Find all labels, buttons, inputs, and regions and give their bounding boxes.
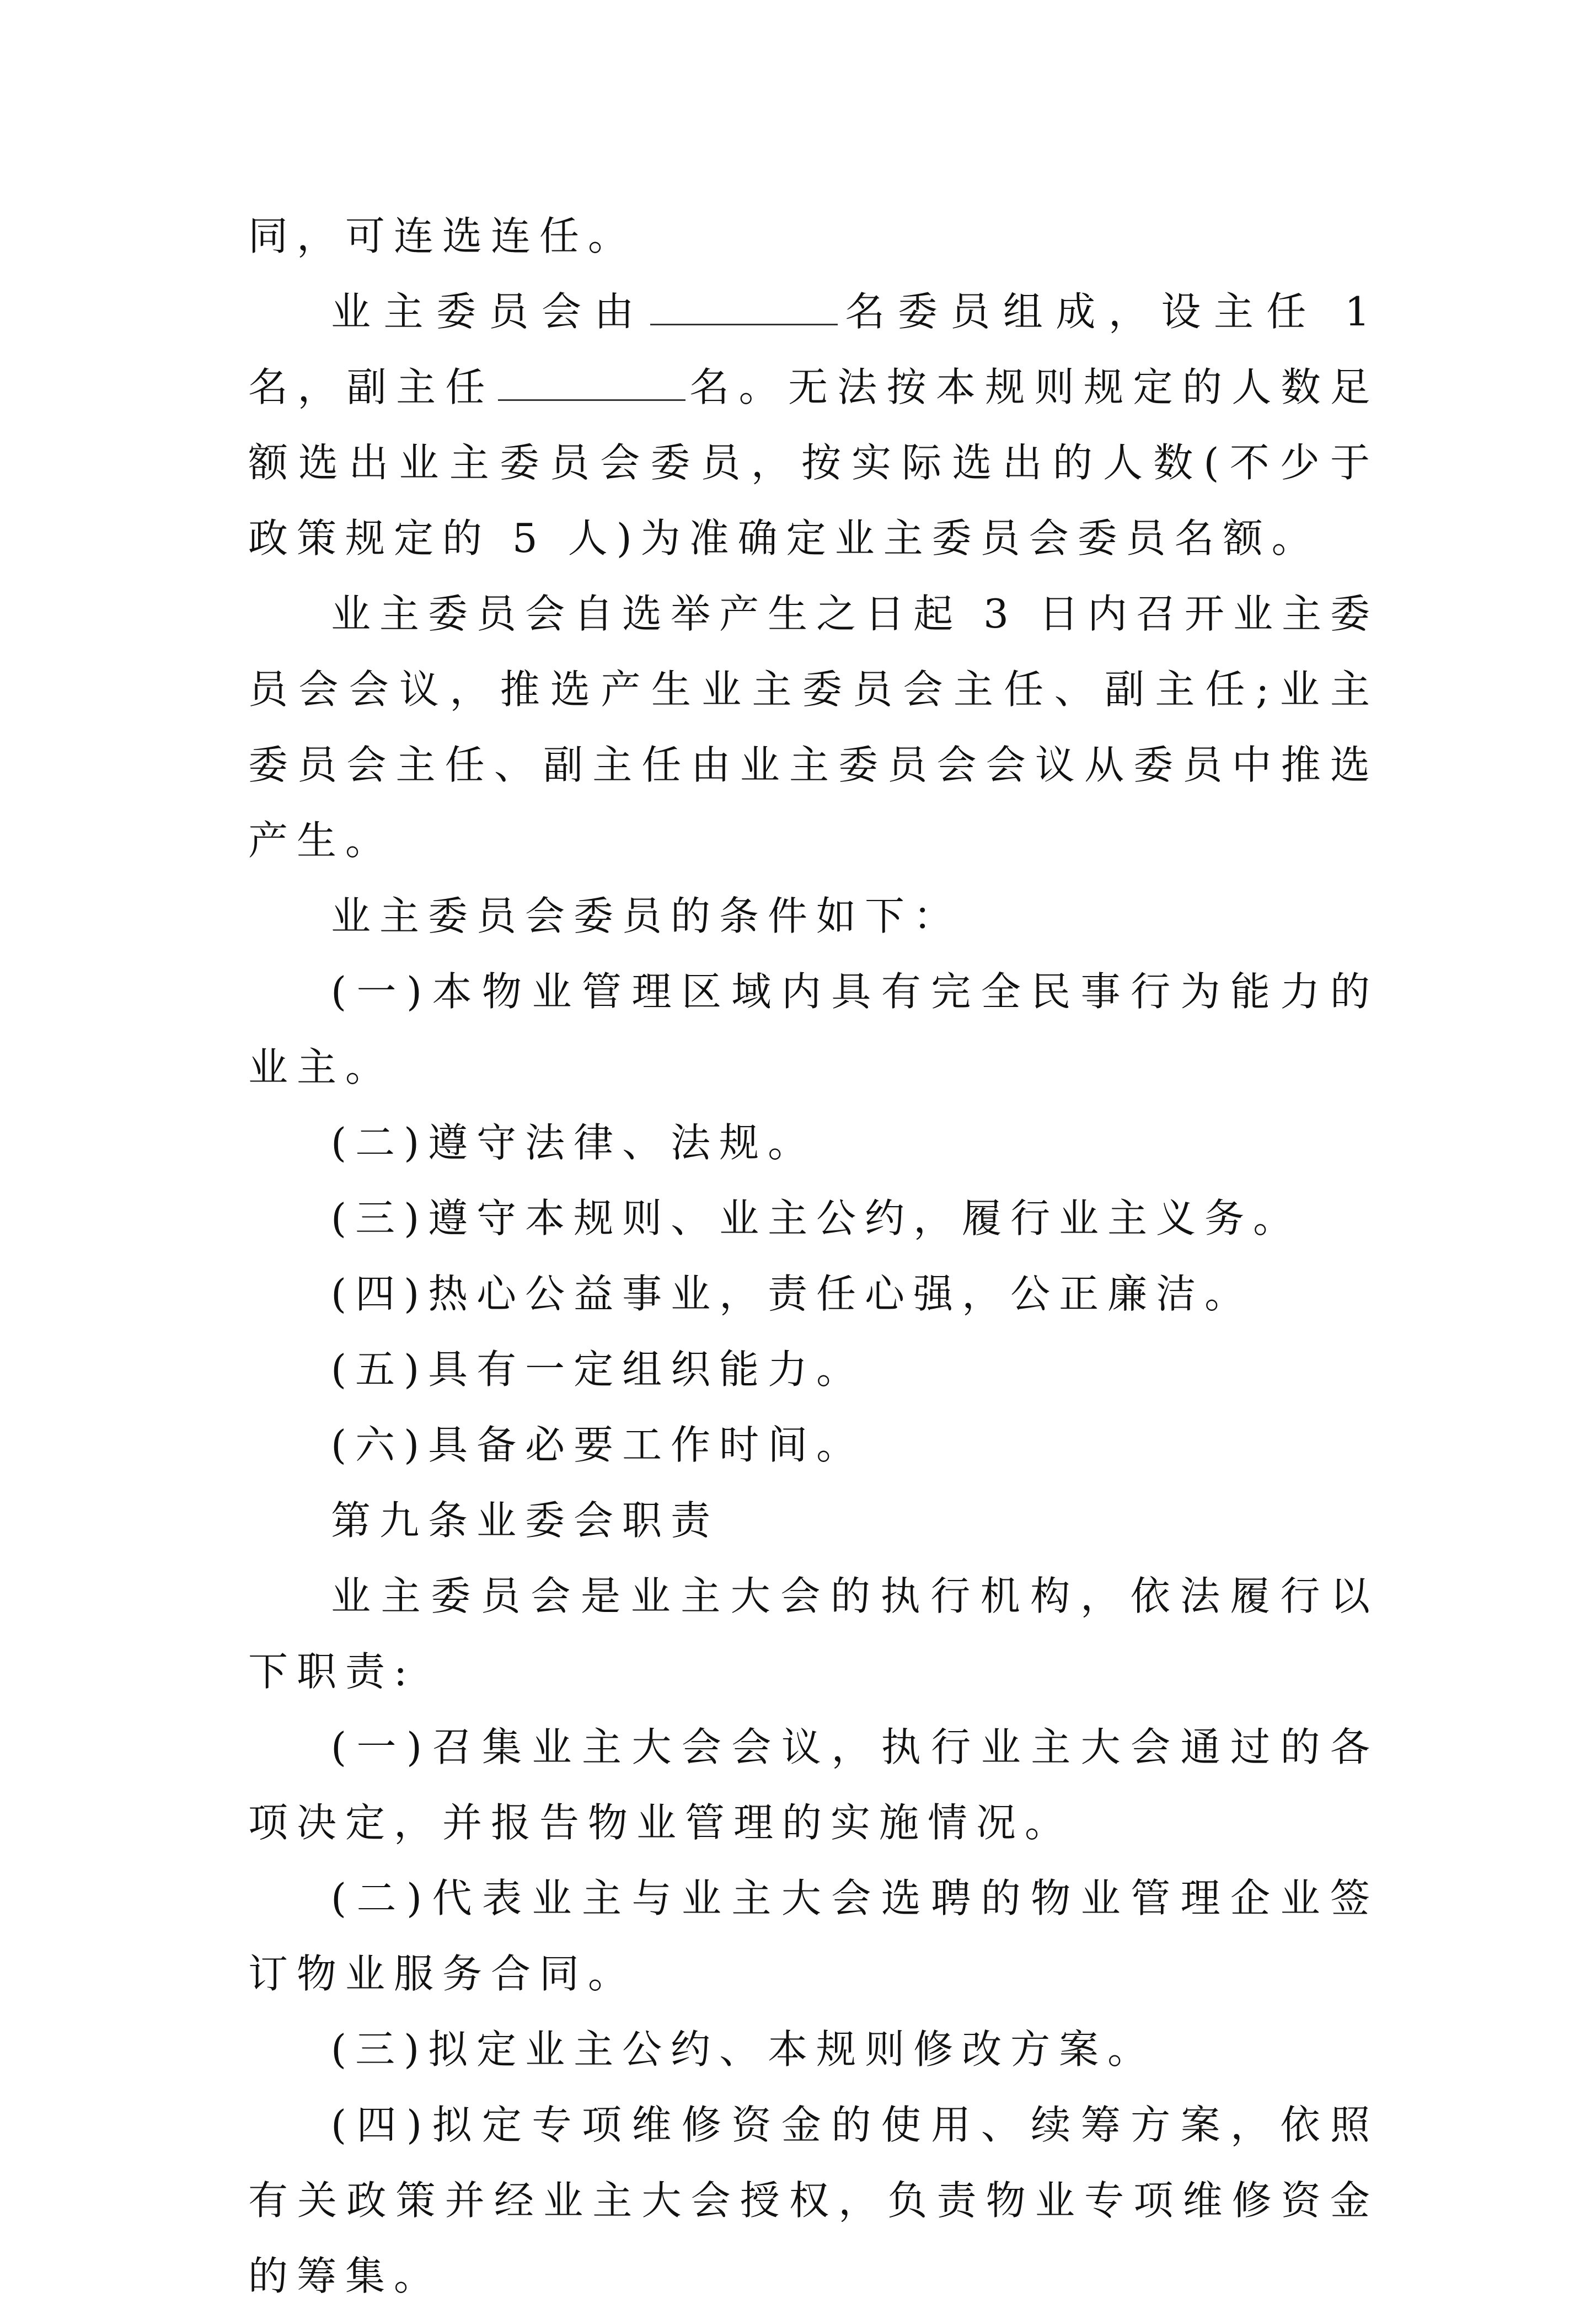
fill-blank-vice-chairs[interactable] [498,366,685,401]
document-page [248,199,1379,2314]
list-item-condition-5: (五)具有一定组织能力。 [331,1346,865,1392]
text-segment: 名。无法按本规则规定的人数足额选出业主委员会委员，按实际选出的人数(不少于政策规定的 5 人)为准确定业主委员会委员名额。 [248,364,1379,561]
paragraph-continuation: 同，可连选连任。 [248,213,637,259]
list-item-duty-4: (四)拟定专项维修资金的使用、续筹方案，依照有关政策并经业主大会授权，负责物业专项维修资金的筹集。 [248,2102,1379,2299]
list-item-duty-1: (一)召集业主大会会议，执行业主大会通过的各项决定，并报告物业管理的实施情况。 [248,1724,1379,1846]
list-item-condition-3: (三)遵守本规则、业主公约，履行业主义务。 [331,1195,1302,1241]
list-item-condition-1: (一)本物业管理区域内具有完全民事行为能力的业主。 [248,968,1379,1090]
list-item-condition-4: (四)热心公益事业，责任心强，公正廉洁。 [331,1271,1254,1317]
list-item-duty-2: (二)代表业主与业主大会选聘的物业管理企业签订物业服务合同。 [248,1875,1379,1997]
list-item-duty-3: (三)拟定业主公约、本规则修改方案。 [331,2026,1156,2072]
section-heading-article-9: 第九条业委会职责 [331,1497,720,1544]
paragraph-election-meeting: 业主委员会自选举产生之日起 3 日内召开业主委员会会议，推选产生业主委员会主任、副主任;业主委员会主任、副主任由业主委员会会议从委员中推选产生。 [248,591,1379,864]
text-segment: 业主委员会由 [331,288,647,335]
paragraph-duties-intro: 业主委员会是业主大会的执行机构，依法履行以下职责: [248,1573,1379,1695]
fill-blank-members[interactable] [650,291,838,325]
paragraph-conditions-heading: 业主委员会委员的条件如下： [331,893,962,939]
paragraph-committee-size [248,274,1379,576]
list-item-condition-6: (六)具备必要工作时间。 [331,1422,865,1468]
list-item-condition-2: (二)遵守法律、法规。 [331,1119,817,1166]
text-segment: 名委员组成，设主任 1 名，副主任 [248,288,1379,410]
